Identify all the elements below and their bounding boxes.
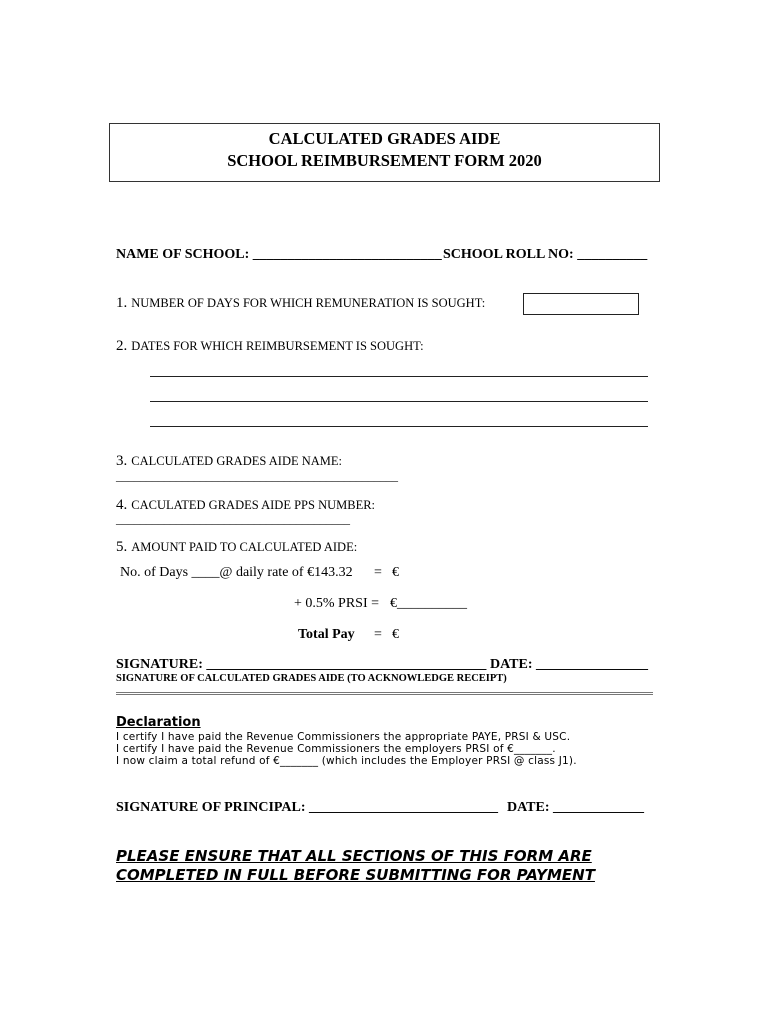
question-2-number: 2. bbox=[116, 338, 128, 354]
aide-name-field[interactable]: _______________________________________________ bbox=[116, 469, 398, 483]
total-pay-amount[interactable]: € bbox=[392, 627, 399, 642]
question-2-text: DATES FOR WHICH REIMBURSEMENT IS SOUGHT: bbox=[131, 339, 424, 353]
aide-signature-date-field[interactable]: DATE: ________________ bbox=[490, 657, 649, 672]
declaration-line-3[interactable]: I now claim a total refund of €_______ (which includes the Employer PRSI @ class J1). bbox=[116, 755, 577, 767]
question-5-number: 5. bbox=[116, 539, 128, 555]
days-rate-text[interactable]: No. of Days ____@ daily rate of €143.32 bbox=[120, 565, 353, 580]
declaration-heading: Declaration bbox=[116, 715, 201, 730]
question-3-text: CALCULATED GRADES AIDE NAME: bbox=[131, 454, 343, 468]
prsi-amount-field[interactable]: €__________ bbox=[390, 596, 467, 611]
principal-date-field[interactable]: DATE: _____________ bbox=[507, 800, 645, 815]
dates-line-3[interactable] bbox=[150, 426, 648, 427]
dates-line-1[interactable] bbox=[150, 376, 648, 377]
euro-amount-1[interactable]: € bbox=[392, 565, 399, 580]
declaration-line-1: I certify I have paid the Revenue Commissioners the appropriate PAYE, PRSI & USC. bbox=[116, 731, 571, 743]
question-2 bbox=[116, 337, 424, 355]
question-1-number: 1. bbox=[116, 295, 128, 311]
question-3-number: 3. bbox=[116, 453, 128, 469]
principal-signature-field[interactable]: SIGNATURE OF PRINCIPAL: ___________________________ bbox=[116, 800, 499, 815]
aide-signature-field[interactable]: SIGNATURE: ________________________________________ bbox=[116, 657, 487, 672]
question-3 bbox=[116, 452, 342, 470]
aide-pps-field[interactable]: _______________________________________ bbox=[116, 512, 350, 526]
equals-sign-3: = bbox=[374, 627, 382, 642]
notice-line-1: PLEASE ENSURE THAT ALL SECTIONS OF THIS FORM ARE bbox=[116, 847, 592, 865]
form-title-box bbox=[109, 123, 660, 182]
prsi-label: + 0.5% PRSI = bbox=[294, 596, 380, 611]
number-of-days-input[interactable] bbox=[523, 293, 639, 315]
declaration-line-2[interactable]: I certify I have paid the Revenue Commissioners the employers PRSI of €_______. bbox=[116, 743, 556, 755]
question-1 bbox=[116, 294, 485, 312]
question-4-text: CACULATED GRADES AIDE PPS NUMBER: bbox=[131, 498, 376, 512]
question-4-number: 4. bbox=[116, 497, 128, 513]
aide-signature-caption: SIGNATURE OF CALCULATED GRADES AIDE (TO ACKNOWLEDGE RECEIPT) bbox=[116, 673, 507, 684]
question-5 bbox=[116, 538, 357, 556]
notice-line-2: COMPLETED IN FULL BEFORE SUBMITTING FOR PAYMENT bbox=[116, 866, 595, 884]
form-title-line1: CALCULATED GRADES AIDE bbox=[268, 129, 501, 148]
equals-sign-1: = bbox=[374, 565, 382, 580]
question-5-text: AMOUNT PAID TO CALCULATED AIDE: bbox=[131, 540, 358, 554]
school-roll-field[interactable]: SCHOOL ROLL NO: __________ bbox=[443, 247, 648, 262]
section-divider bbox=[116, 692, 653, 695]
question-1-text: NUMBER OF DAYS FOR WHICH REMUNERATION IS SOUGHT: bbox=[131, 296, 486, 310]
dates-line-2[interactable] bbox=[150, 401, 648, 402]
school-name-field[interactable]: NAME OF SCHOOL: ___________________________ bbox=[116, 247, 442, 262]
form-title-line2: SCHOOL REIMBURSEMENT FORM 2020 bbox=[227, 151, 542, 170]
total-pay-label: Total Pay bbox=[298, 627, 355, 642]
